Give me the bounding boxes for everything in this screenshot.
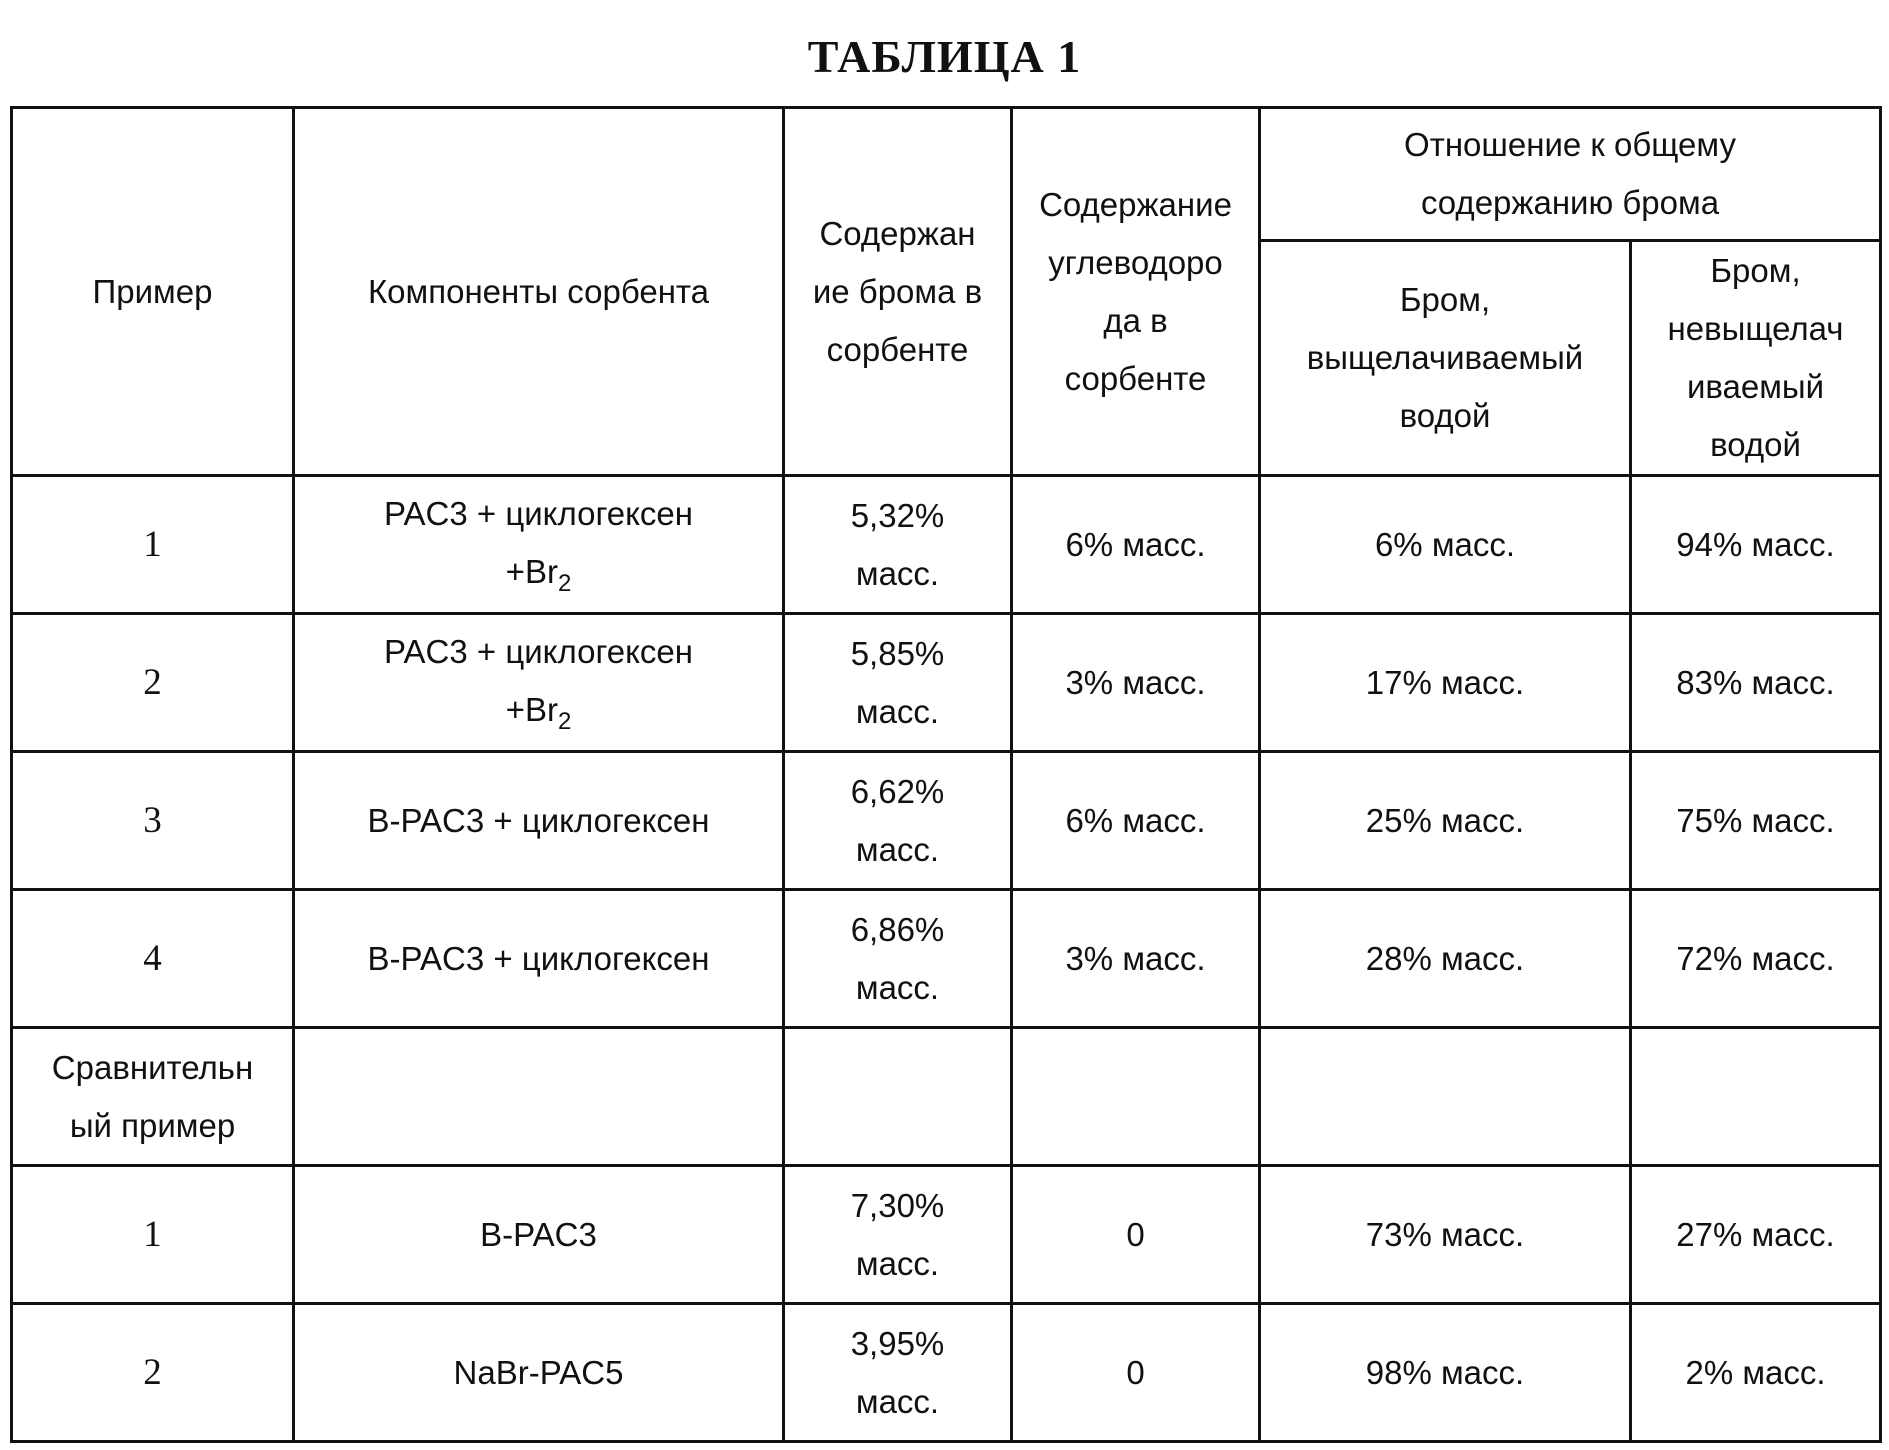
header-nonleachable: Бром, невыщелач иваемый водой [1631, 241, 1881, 476]
cell-empty [1012, 1028, 1260, 1166]
cell-components: PAC3 + циклогексен $+Br_2$ [294, 614, 784, 752]
cell-components: B-PAC3 + циклогексен [294, 752, 784, 890]
header-bromine-content: Содержан ие брома в сорбенте [784, 108, 1012, 476]
cell-leachable: 25% масс. [1260, 752, 1631, 890]
cell-nonleachable: 83% масс. [1631, 614, 1881, 752]
header-hydrocarbon-content: Содержание углеводоро да в сорбенте [1012, 108, 1260, 476]
table-row [12, 890, 1881, 1028]
header-components: Компоненты сорбента [294, 108, 784, 476]
cell-bromine: 5,32% масс. [784, 476, 1012, 614]
cell-example: 2 [12, 1304, 294, 1442]
table-row [12, 1166, 1881, 1304]
cell-nonleachable: 75% масс. [1631, 752, 1881, 890]
table-row [12, 1304, 1881, 1442]
cell-example: 3 [12, 752, 294, 890]
cell-leachable: 6% масс. [1260, 476, 1631, 614]
cell-leachable: 98% масс. [1260, 1304, 1631, 1442]
cell-hydrocarbon: 6% масс. [1012, 752, 1260, 890]
cell-hydrocarbon: 0 [1012, 1304, 1260, 1442]
cell-example: 2 [12, 614, 294, 752]
table-row [12, 476, 1881, 614]
cell-leachable: 17% масс. [1260, 614, 1631, 752]
cell-components: B-PAC3 [294, 1166, 784, 1304]
cell-example: 4 [12, 890, 294, 1028]
header-leachable: Бром, выщелачиваемый водой [1260, 241, 1631, 476]
cell-empty [1260, 1028, 1631, 1166]
table-title: ТАБЛИЦА 1 [807, 31, 1082, 82]
cell-components: PAC3 + циклогексен $+Br_2$ [294, 476, 784, 614]
cell-comparative-label: Сравнительн ый пример [12, 1028, 294, 1166]
cell-nonleachable: 72% масс. [1631, 890, 1881, 1028]
cell-nonleachable: 27% масс. [1631, 1166, 1881, 1304]
cell-empty [784, 1028, 1012, 1166]
cell-empty [1631, 1028, 1881, 1166]
header-example: Пример [12, 108, 294, 476]
cell-example: 1 [12, 476, 294, 614]
cell-example: 1 [12, 1166, 294, 1304]
data-table [10, 106, 1882, 1443]
table-row [12, 752, 1881, 890]
cell-leachable: 73% масс. [1260, 1166, 1631, 1304]
cell-bromine: 6,86% масс. [784, 890, 1012, 1028]
header-ratio-group: Отношение к общему содержанию брома [1260, 108, 1881, 241]
cell-nonleachable: 94% масс. [1631, 476, 1881, 614]
cell-hydrocarbon: 3% масс. [1012, 890, 1260, 1028]
cell-empty [294, 1028, 784, 1166]
cell-bromine: 5,85% масс. [784, 614, 1012, 752]
cell-nonleachable: 2% масс. [1631, 1304, 1881, 1442]
cell-bromine: 6,62% масс. [784, 752, 1012, 890]
cell-bromine: 3,95% масс. [784, 1304, 1012, 1442]
cell-bromine: 7,30% масс. [784, 1166, 1012, 1304]
cell-components: NaBr-PAC5 [294, 1304, 784, 1442]
header-row-1 [12, 108, 1881, 241]
table-row [12, 614, 1881, 752]
comparative-label-row [12, 1028, 1881, 1166]
cell-leachable: 28% масс. [1260, 890, 1631, 1028]
cell-components: B-PAC3 + циклогексен [294, 890, 784, 1028]
cell-hydrocarbon: 6% масс. [1012, 476, 1260, 614]
cell-hydrocarbon: 0 [1012, 1166, 1260, 1304]
cell-hydrocarbon: 3% масс. [1012, 614, 1260, 752]
